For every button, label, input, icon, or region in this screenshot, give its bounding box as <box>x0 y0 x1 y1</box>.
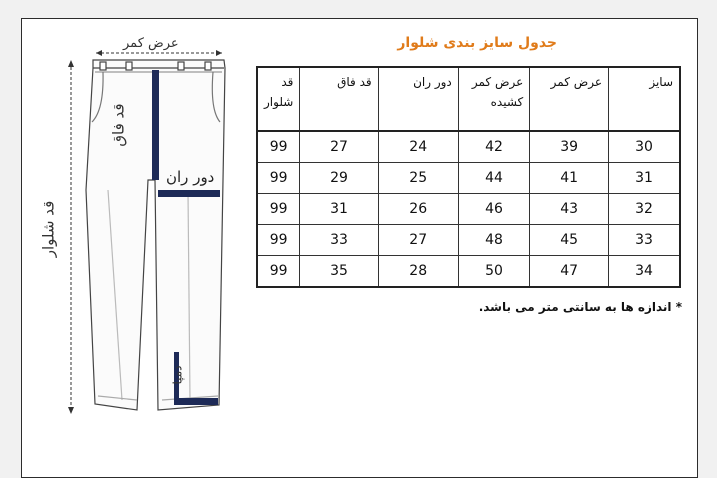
hem-label: دمپا <box>170 365 185 385</box>
cell-thigh: 26 <box>378 194 458 225</box>
table-row <box>257 131 680 163</box>
cell-waist-stretched: 44 <box>458 163 529 194</box>
cell-size: 34 <box>609 256 680 288</box>
cell-waist: 43 <box>530 194 609 225</box>
cell-length: 99 <box>257 194 300 225</box>
length-label: قد شلوار <box>39 200 58 258</box>
table-row <box>257 163 680 194</box>
chart-title: جدول سایز بندی شلوار <box>397 35 557 51</box>
cell-rise: 31 <box>300 194 378 225</box>
rise-measure-bar <box>152 70 159 180</box>
waist-arrow-right-icon <box>216 50 222 56</box>
header-waist-stretched: عرض کمر کشیده <box>458 67 529 131</box>
cell-waist: 47 <box>530 256 609 288</box>
cell-thigh: 24 <box>378 131 458 163</box>
cell-thigh: 25 <box>378 163 458 194</box>
cell-length: 99 <box>257 256 300 288</box>
units-note: * اندازه ها به سانتی متر می باشد. <box>478 300 682 314</box>
rise-label: قد فاق <box>109 103 128 147</box>
table-header-row <box>257 67 680 131</box>
cell-size: 30 <box>609 131 680 163</box>
cell-waist: 41 <box>530 163 609 194</box>
length-arrow-top-icon <box>68 60 74 67</box>
cell-waist: 45 <box>530 225 609 256</box>
cell-rise: 33 <box>300 225 378 256</box>
cell-length: 99 <box>257 131 300 163</box>
length-arrow-bottom-icon <box>68 407 74 414</box>
header-size: سایز <box>609 67 680 131</box>
cell-size: 32 <box>609 194 680 225</box>
thigh-measure-bar <box>158 190 220 197</box>
thigh-label: دور ران <box>166 168 215 186</box>
cell-waist-stretched: 48 <box>458 225 529 256</box>
cell-size: 33 <box>609 225 680 256</box>
waist-label: عرض کمر <box>123 36 179 51</box>
cell-rise: 29 <box>300 163 378 194</box>
table-row <box>257 225 680 256</box>
cell-waist-stretched: 50 <box>458 256 529 288</box>
cell-length: 99 <box>257 163 300 194</box>
cell-length: 99 <box>257 225 300 256</box>
size-table <box>256 66 681 288</box>
cell-size: 31 <box>609 163 680 194</box>
header-thigh: دور ران <box>378 67 458 131</box>
cell-waist: 39 <box>530 131 609 163</box>
table-row <box>257 256 680 288</box>
waist-arrow-left-icon <box>96 50 102 56</box>
cell-rise: 27 <box>300 131 378 163</box>
header-length: قد شلوار <box>257 67 300 131</box>
cell-thigh: 27 <box>378 225 458 256</box>
table-row <box>257 194 680 225</box>
cell-rise: 35 <box>300 256 378 288</box>
header-waist: عرض کمر <box>530 67 609 131</box>
cell-waist-stretched: 42 <box>458 131 529 163</box>
hem-measure-bar <box>174 398 218 405</box>
header-rise: قد فاق <box>300 67 378 131</box>
cell-thigh: 28 <box>378 256 458 288</box>
cell-waist-stretched: 46 <box>458 194 529 225</box>
